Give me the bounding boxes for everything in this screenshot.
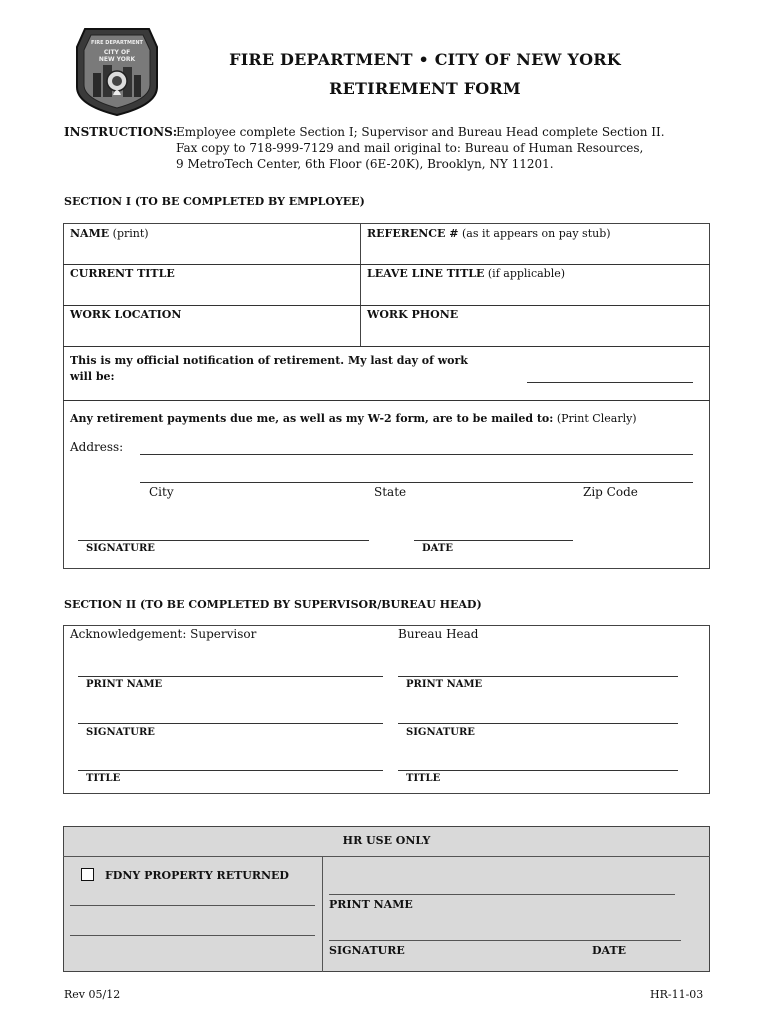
reference-hint: (as it appears on pay stub)	[458, 227, 611, 240]
fdny-logo	[73, 25, 161, 117]
supervisor-print-name-line[interactable]	[78, 676, 383, 677]
bureau-head-label: Bureau Head	[398, 627, 479, 641]
hr-print-name-line[interactable]	[329, 894, 675, 895]
city-label: City	[149, 485, 174, 499]
hr-left-line-1[interactable]	[70, 905, 315, 906]
address-label: Address:	[70, 440, 124, 454]
logo-text-dept: FIRE DEPARTMENT	[91, 40, 143, 46]
supervisor-title-line[interactable]	[78, 770, 383, 771]
instructions-label: INSTRUCTIONS:	[64, 125, 178, 139]
hr-signature-line[interactable]	[329, 940, 681, 941]
hr-heading: HR USE ONLY	[342, 834, 431, 847]
revision-label: Rev 05/12	[64, 988, 121, 1001]
leave-line-title-field[interactable]	[367, 267, 705, 301]
name-hint: (print)	[109, 227, 149, 240]
bureau-signature-line[interactable]	[398, 723, 678, 724]
bureau-title-line[interactable]	[398, 770, 678, 771]
bureau-print-name-label: PRINT NAME	[406, 679, 483, 690]
hr-signature-label: SIGNATURE	[329, 944, 405, 957]
bureau-title-label: TITLE	[406, 773, 441, 784]
bureau-print-name-line[interactable]	[398, 676, 678, 677]
row-divider	[63, 400, 710, 401]
supervisor-print-name-label: PRINT NAME	[86, 679, 163, 690]
current-title-field[interactable]: CURRENT TITLE	[70, 267, 175, 280]
hr-left-line-2[interactable]	[70, 935, 315, 936]
employee-date-label: DATE	[422, 543, 453, 554]
form-number: HR-11-03	[650, 988, 704, 1001]
bureau-signature-label: SIGNATURE	[406, 727, 475, 738]
logo-text-city: CITY OF	[103, 49, 131, 56]
address-line-1[interactable]	[140, 454, 693, 455]
section-2-heading: SECTION II (TO BE COMPLETED BY SUPERVISOR/BUREAU HEAD)	[64, 598, 482, 611]
name-field[interactable]	[70, 227, 355, 261]
payments-hint: (Print Clearly)	[553, 412, 637, 425]
section-2-box	[63, 625, 710, 794]
employee-signature-line[interactable]	[78, 540, 369, 541]
supervisor-title-label: TITLE	[86, 773, 121, 784]
last-day-input-line[interactable]	[527, 382, 693, 383]
form-header-subtitle: RETIREMENT FORM	[329, 79, 521, 98]
property-returned-label: FDNY PROPERTY RETURNED	[105, 869, 289, 882]
payments-statement	[70, 412, 637, 425]
form-header-title: FIRE DEPARTMENT • CITY OF NEW YORK	[229, 50, 621, 69]
supervisor-signature-label: SIGNATURE	[86, 727, 155, 738]
row-divider	[63, 264, 710, 265]
work-phone-field[interactable]: WORK PHONE	[367, 308, 459, 321]
employee-date-line[interactable]	[414, 540, 573, 541]
hr-column-divider	[322, 856, 323, 972]
row-divider	[63, 305, 710, 306]
property-returned-checkbox[interactable]	[81, 868, 94, 881]
acknowledgement-label: Acknowledgement: Supervisor	[70, 627, 257, 641]
leave-line-hint: (if applicable)	[484, 267, 566, 280]
fdny-badge-icon	[73, 25, 161, 117]
notification-line-2: will be:	[70, 370, 115, 383]
reference-label: REFERENCE #	[367, 227, 459, 240]
instructions-line-3: 9 MetroTech Center, 6th Floor (6E-20K), Brooklyn, NY 11201.	[176, 157, 554, 171]
payments-text: Any retirement payments due me, as well as my W-2 form, are to be mailed to:	[70, 412, 554, 425]
address-line-2[interactable]	[140, 482, 693, 483]
employee-signature-label: SIGNATURE	[86, 543, 155, 554]
instructions-line-1: Employee complete Section I; Supervisor and Bureau Head complete Section II.	[176, 125, 665, 139]
work-location-field[interactable]: WORK LOCATION	[70, 308, 182, 321]
leave-line-label: LEAVE LINE TITLE	[367, 267, 485, 280]
zip-label: Zip Code	[583, 485, 638, 499]
hr-date-label: DATE	[592, 944, 627, 957]
state-label: State	[374, 485, 407, 499]
row-divider	[63, 346, 710, 347]
notification-line-1: This is my official notification of retirement. My last day of work	[70, 354, 468, 367]
section-1-divider	[360, 223, 361, 346]
name-label: NAME	[70, 227, 110, 240]
reference-field[interactable]	[367, 227, 705, 261]
supervisor-signature-line[interactable]	[78, 723, 383, 724]
instructions-line-2: Fax copy to 718-999-7129 and mail original to: Bureau of Human Resources,	[176, 141, 644, 155]
hr-heading-divider	[63, 856, 710, 857]
section-1-heading: SECTION I (TO BE COMPLETED BY EMPLOYEE)	[64, 195, 365, 208]
logo-text-ny: NEW YORK	[98, 56, 136, 63]
hr-print-name-label: PRINT NAME	[329, 898, 413, 911]
